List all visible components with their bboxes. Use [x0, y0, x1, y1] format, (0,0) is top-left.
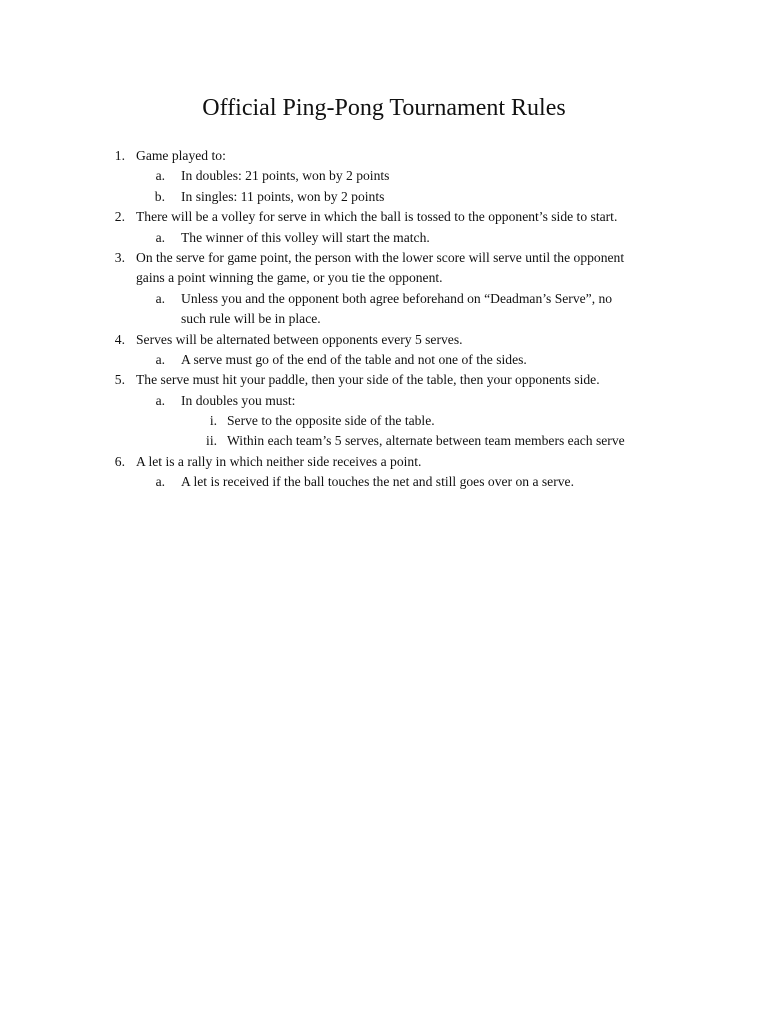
- rule-text: Serves will be alternated between opponents every 5 serves.: [136, 331, 463, 347]
- sub-rule-item: [0, 472, 768, 492]
- sub-rule-text: such rule will be in place.: [181, 311, 321, 327]
- rule-item: [0, 146, 768, 166]
- rule-text-continuation: [0, 268, 768, 288]
- rule-text: There will be a volley for serve in which the ball is tossed to the opponent’s side to start.: [136, 209, 618, 225]
- sub-rule-letter: a.: [155, 392, 165, 408]
- rule-text: gains a point winning the game, or you tie the opponent.: [136, 270, 443, 286]
- sub-sub-rule-text: Serve to the opposite side of the table.: [227, 413, 435, 429]
- sub-rule-text: The winner of this volley will start the match.: [181, 229, 430, 245]
- rule-text: The serve must hit your paddle, then your side of the table, then your opponents side.: [136, 372, 600, 388]
- sub-sub-rule-numeral: i.: [209, 413, 217, 429]
- sub-sub-rule-text: Within each team’s 5 serves, alternate between team members each serve: [227, 433, 625, 449]
- rule-number: 4.: [114, 331, 125, 347]
- sub-rule-text-continuation: [0, 309, 768, 329]
- rule-item: [0, 452, 768, 472]
- sub-rule-text: Unless you and the opponent both agree beforehand on “Deadman’s Serve”, no: [181, 290, 613, 306]
- sub-rule-text: A let is received if the ball touches the net and still goes over on a serve.: [181, 474, 574, 490]
- rule-number: 5.: [114, 372, 125, 388]
- rule-number: 1.: [114, 148, 125, 163]
- sub-rule-item: [0, 350, 768, 370]
- sub-rule-text: In doubles: 21 points, won by 2 points: [181, 168, 390, 184]
- sub-sub-rule-numeral: ii.: [206, 433, 217, 449]
- sub-rule-letter: b.: [154, 188, 165, 204]
- sub-rule-letter: a.: [155, 474, 165, 490]
- rule-item: [0, 207, 768, 227]
- sub-rule-item: [0, 391, 768, 411]
- rule-item: [0, 248, 768, 268]
- sub-rule-text: A serve must go of the end of the table and not one of the sides.: [181, 351, 527, 367]
- rule-text: A let is a rally in which neither side receives a point.: [136, 453, 422, 469]
- rule-text: On the serve for game point, the person with the lower score will serve until the opponent: [136, 249, 625, 265]
- sub-rule-item: [0, 187, 768, 207]
- sub-rule-text: In singles: 11 points, won by 2 points: [181, 188, 385, 204]
- sub-rule-item: [0, 228, 768, 248]
- rules-list: [0, 146, 768, 493]
- sub-rule-letter: a.: [155, 351, 165, 367]
- rule-number: 6.: [114, 453, 125, 469]
- rule-number: 3.: [114, 249, 125, 265]
- document-title: Official Ping-Pong Tournament Rules: [202, 95, 566, 121]
- sub-rule-letter: a.: [155, 290, 165, 306]
- rule-item: [0, 330, 768, 350]
- sub-rule-letter: a.: [155, 229, 165, 245]
- sub-sub-rule-item: [0, 431, 768, 451]
- sub-rule-text: In doubles you must:: [181, 392, 296, 408]
- rule-text: Game played to:: [136, 148, 226, 163]
- rule-item: [0, 370, 768, 390]
- sub-sub-rule-item: [0, 411, 768, 431]
- sub-rule-item: [0, 166, 768, 186]
- rule-number: 2.: [114, 209, 125, 225]
- sub-rule-item: [0, 289, 768, 309]
- sub-rule-letter: a.: [155, 168, 165, 184]
